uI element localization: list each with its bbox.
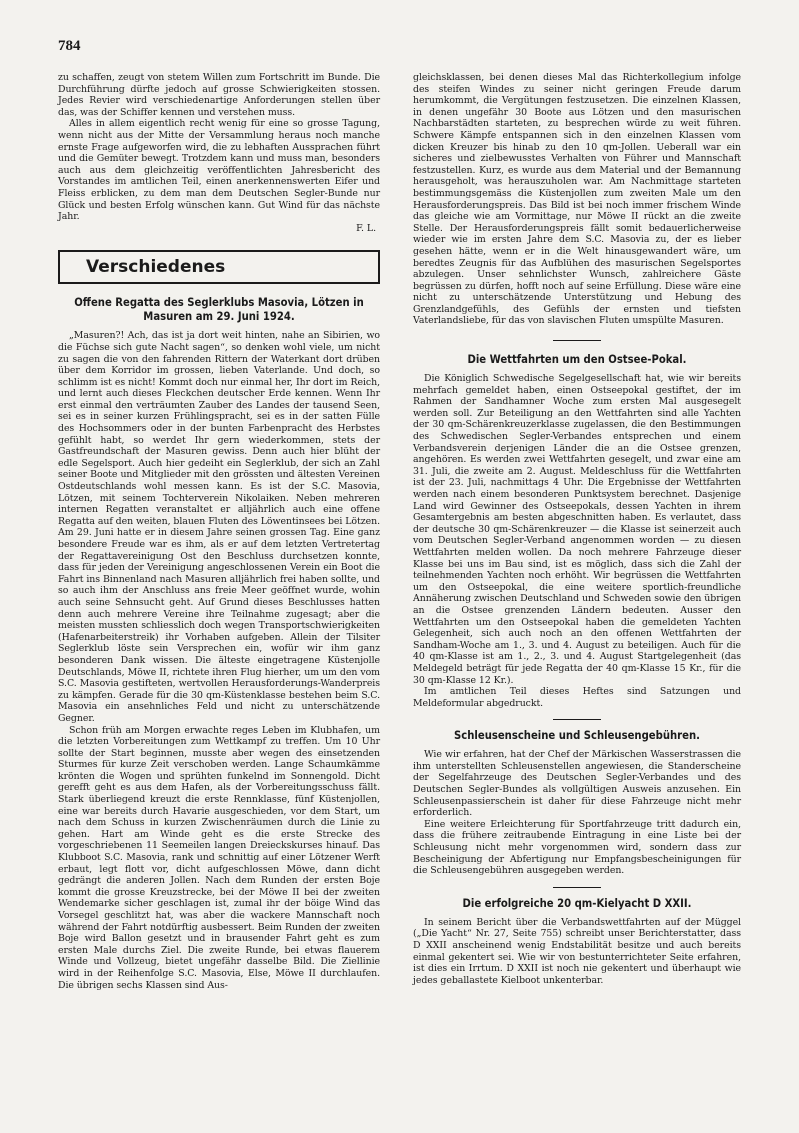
article-paragraph: Schon früh am Morgen erwachte reges Leben im Klubhafen, um die letzten Vorbereitungen zum Wettkampf zu treffen. Um 10 Uhr sollte der Start beginnen, musste aber wegen des einsetzenden Sturmes für kurze Zeit verschoben werden. Lange Schaumkämme krönten die Wogen und sprühten funkelnd im Sonnengold. Dicht gerefft geht es aus dem Hafen, als der Vorbereitungsschuss fällt. Stark überliegend kreuzt die erste Rennklasse, fünf Küstenjollen, eine war bereits durch Havarie ausgeschieden, vor dem Start, um nach dem Schuss in kurzen Zwischenräumen durch die Linie zu gehen. Hart am Winde geht es die erste Strecke des vorgeschriebenen 11 Seemeilen langen Dreieckskurses hinauf. Das Klubboot S.C. Masovia, rank und schnittig auf einer Lötzener Werft erbaut, legt flott vor, dicht aufgeschlossen Möwe, dann dicht gedrängt die anderen Jollen. Nach dem Runden der ersten Boje kommt die grosse Kreuzstrecke, bei der Möwe II bei der zweiten Wendemarke sicher geschlagen ist, zumal ihr der böige Wind das Vorsegel geschlitzt hat, was aber die wackere Mannschaft noch während der Fahrt notdürftig ausbessert. Beim Runden der zweiten Boje wird Ballon gesetzt und in brausender Fahrt geht es zum ersten Male durchs Ziel. Die zweite Runde, bei etwas flauerem Winde und Vollzeug, bietet ungefähr dasselbe Bild. Die Ziellinie wird in der Reihenfolge S.C. Masovia, Else, Möwe II durchlaufen. Die übrigen sechs Klassen sind Aus- — [58, 724, 380, 991]
article-title: Schleusenscheine und Schleusengebühren. — [454, 729, 700, 743]
intro-paragraph: Alles in allem eigentlich recht wenig für eine so grosse Tagung, wenn nicht aus der Mitte der Versammlung heraus noch manche ernste Frage aufgeworfen wird, die zu lebhaften Aussprachen führt und die Gemüter bewegt. Trotzdem kann und muss man, besonders auch aus dem gleichzeitig veröffentlichten Jahresbericht des Vorstandes im amtlichen Teil, einen anerkennenswerten Eifer und Fleiss erblicken, zu dem man dem Deutschen Segler-Bunde nur Glück und besten Erfolg wünschen kann. Gut Wind für das nächste Jahr. — [58, 118, 380, 223]
page-number: 784 — [58, 38, 81, 54]
section-box-title: Verschiedenes — [86, 257, 226, 278]
section-box — [58, 250, 380, 284]
article-paragraph: In seinem Bericht über die Verbandswettfahrten auf der Müggel („Die Yacht“ Nr. 27, Seite 755) schreibt unser Berichterstatter, dass D XXII anscheinend wenig Endstabilität besitze und auch bereits einmal gekentert sei. Wie wir von bestunterrichteter Seite erfahren, ist dies ein Irrtum. D XXII ist noch nie gekentert und überhaupt wie jedes geballastete Kielboot unkenterbar. — [413, 916, 741, 986]
section-divider — [553, 340, 601, 341]
continuation-paragraph: gleichsklassen, bei denen dieses Mal das Richterkollegium infolge des steifen Windes zu seiner nicht geringen Freude darum herumkommt, die Vergütungen festzusetzen. Die einzelnen Klassen, in denen ungefähr 30 Boote aus Lötzen und den masurischen Nachbarstädten starteten, zu besprechen würde zu weit führen. Schwere Kämpfe entspannen sich in den einzelnen Klassen vom dicken Kreuzer bis hinab zu den 10 qm-Jollen. Ueberall war ein sicheres und zielbewusstes Verhalten von Führer und Mannschaft festzustellen. Kurz, es wurde aus dem Material und der Bemannung herausgeholt, was herauszuholen war. Am Nachmittage starteten bestimmungsgemäss die Küstenjollen zum zweiten Male um den Herausforderungspreis. Das Bild ist bei noch immer frischem Winde das gleiche wie am Vormittage, nur Möwe II rückt an die zweite Stelle. Der Herausforderungspreis fällt somit bedauerlicherweise wieder wie im ersten Jahre dem S.C. Masovia zu, der es lieber gesehen hätte, wenn er in die Welt hinausgewandert wäre, um beredtes Zeugnis für das Aufblühen des masurischen Segelsportes abzulegen. Unser sehnlichster Wunsch, zahlreichere Gäste begrüssen zu dürfen, hofft noch auf seine Erfüllung. Diese wäre eine nicht zu unterschätzende Unterstützung und Hebung des Grenzlandgefühls, des Gefühls der ernsten und tiefsten Vaterlandsliebe, für das von slavischen Fluten umspülte Masuren. — [413, 72, 741, 327]
article-paragraph: Die Königlich Schwedische Segelgesellschaft hat, wie wir bereits mehrfach gemeldet haben, einen Ostseepokal gestiftet, der im Rahmen der Sandhamner Woche zum ersten Mal ausgesegelt werden soll. Zur Beteiligung an den Wettfahrten sind alle Yachten der 30 qm-Schärenkreuzerklasse zugelassen, die den Bestimmungen des Schwedischen Segler-Verbandes entsprechen und einem Verbandsverein derjenigen Länder die an die Ostsee grenzen, angehören. Es werden zwei Wettfahrten gesegelt, und zwar eine am 31. Juli, die zweite am 2. August. Meldeschluss für die Wettfahrten ist der 23. Juli, nachmittags 4 Uhr. Die Ergebnisse der Wettfahrten werden nach einem besonderen Punktsystem berechnet. Dasjenige Land wird Gewinner des Ostseepokals, dessen Yachten in ihrem Gesamtergebnis am besten abgeschnitten haben. Es verlautet, dass der deutsche 30 qm-Schärenkreuzer — die Klasse ist seinerzeit auch vom Deutschen Segler-Verband angenommen worden — zu diesen Wettfahrten melden wollen. Da noch mehrere Fahrzeuge dieser Klasse bei uns im Bau sind, ist es möglich, dass sich die Zahl der teilnehmenden Yachten noch erhöht. Wir begrüssen die Wettfahrten um den Ostseepokal, die eine weitere sportlich-freundliche Annäherung zwischen Deutschland und Schweden sowie den übrigen an die Ostsee grenzenden Ländern bedeuten. Ausser den Wettfahrten um den Ostseepokal haben die gemeldeten Yachten Gelegenheit, sich auch noch an den offenen Wettfahrten der Sandham-Woche am 1., 3. und 4. August zu beteiligen. Auch für die 40 qm-Klasse ist am 1., 2., 3. und 4. August Startgelegenheit (das Meldegeld beträgt für jede Regatta der 40 qm-Klasse 15 Kr., für die 30 qm-Klasse 12 Kr.). — [413, 373, 741, 686]
article-title: Offene Regatta des Seglerklubs Masovia, Lötzen in Masuren am 29. Juni 1924. — [74, 296, 364, 324]
article-paragraph: „Masuren?! Ach, das ist ja dort weit hinten, nahe an Sibirien, wo die Füchse sich gute Nacht sagen“, so denken wohl viele, um nicht zu sagen die von den fahrenden Rittern der Waterkant dort drüben über dem Korridor im grossen, lieben Vaterlande. Und doch, so schlimm ist es nicht! Kommt doch nur einmal her, Ihr dort im Reich, und lernt auch dieses Fleckchen deutscher Erde kennen. Wenn Ihr erst einmal den verträumten Zauber des Landes der tausend Seen, sei es in seiner kurzen Frühlingspracht, sei es in der satten Fülle des Hochsommers oder in der bunten Farbenpracht des Herbstes gefühlt habt, so werdet Ihr gern wiederkommen, stets der Gastfreundschaft der Masuren gewiss. Denn auch hier blüht der edle Segelsport. Auch hier gedeiht ein Seglerklub, der sich an Zahl seiner Boote und Mitglieder mit den grössten und ältesten Vereinen Ostdeutschlands wohl messen kann. Es ist der S.C. Masovia, Lötzen, mit seinem Tochterverein Nikolaiken. Neben mehreren internen Regatten veranstaltet er alljährlich auch eine offene Regatta auf den weiten, blauen Fluten des Löwentinsees bei Lötzen. Am 29. Juni hatte er in diesem Jahre seinen grossen Tag. Eine ganz besondere Freude war es ihm, als er auf dem letzten Vertretertag der Regattavereinigung Ost den Beschluss durchsetzen konnte, dass für jeden der Vereinigung angeschlossenen Verein ein Boot die Fahrt ins Binnenland nach Masuren alljährlich frei haben sollte, und so auch ihm der Anschluss ans freie Meer geöffnet wurde, wohin auch seine Sehnsucht geht. Auf Grund dieses Beschlusses hatten denn auch mehrere Vereine ihre Teilnahme zugesagt; aber die meisten mussten schliesslich doch wegen Transportschwierigkeiten (Hafenarbeiterstreik) ihr Vorhaben aufgeben. Allein der Tilsiter Seglerklub löste sein Versprechen ein, wofür wir ihm ganz besonderen Dank wissen. Die älteste eingetragene Küstenjolle Deutschlands, Möwe II, richtete ihren Flug hierher, um um den vom S.C. Masovia gestifteten, wertvollen Herausforderungs-Wanderpreis zu kämpfen. Gerade für die 30 qm-Küstenklasse bestehen beim S.C. Masovia ein ansehnliches Feld und nicht zu unterschätzende Gegner. — [58, 330, 380, 724]
article-paragraph: Eine weitere Erleichterung für Sportfahrzeuge tritt dadurch ein, dass die frühere zeitraubende Eintragung in eine Liste bei der Schleusung nicht mehr vorgenommen wird, sondern dass zur Bescheinigung der Abfertigung nur Empfangsbescheinigungen für die Schleusengebühren ausgegeben werden. — [413, 818, 741, 877]
article-title: Die Wettfahrten um den Ostsee-Pokal. — [467, 353, 687, 367]
author-signature: F. L. — [356, 222, 376, 234]
article-paragraph: Wie wir erfahren, hat der Chef der Märkischen Wasserstrassen die ihm unterstellten Schleusenstellen angewiesen, die Standerscheine der Segelfahrzeuge des Deutschen Segler-Verbandes und des Deutschen Segler-Bundes als vollgültigen Ausweis anzusehen. Ein Schleusenpassierschein ist daher für diese Fahrzeuge nicht mehr erforderlich. — [413, 749, 741, 819]
article-title: Die erfolgreiche 20 qm-Kielyacht D XXII. — [462, 896, 692, 910]
article-paragraph: Im amtlichen Teil dieses Heftes sind Satzungen und Meldeformular abgedruckt. — [413, 686, 741, 709]
right-column — [413, 72, 741, 986]
intro-paragraph: zu schaffen, zeugt von stetem Willen zum Fortschritt im Bunde. Die Durchführung dürfte jedoch auf grosse Schwierigkeiten stossen. Jedes Revier wird verschiedenartige Anforderungen stellen über das, was der Schiffer kennen und verstehen muss. — [58, 72, 380, 118]
section-divider — [553, 887, 601, 888]
left-column — [58, 72, 380, 991]
section-divider — [553, 719, 601, 720]
